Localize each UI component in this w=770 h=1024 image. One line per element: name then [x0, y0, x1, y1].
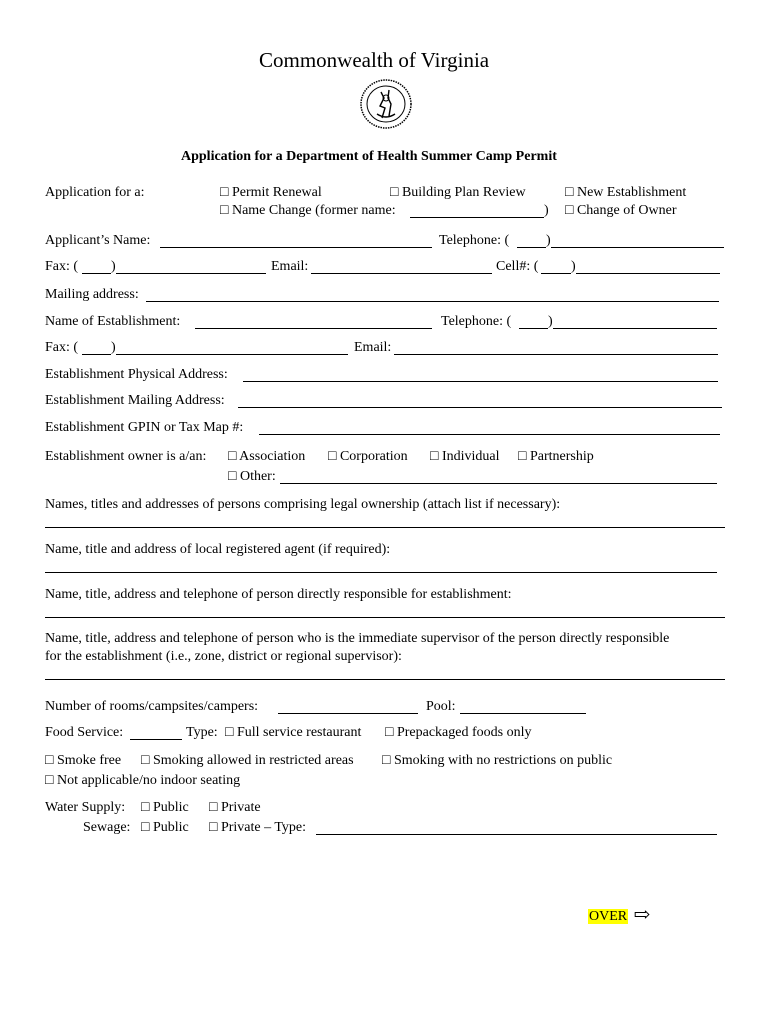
est-mailing-address-field[interactable]: [238, 407, 722, 408]
form-title: Application for a Department of Health Summer Camp Permit: [181, 149, 557, 164]
smoking-no-restrictions-checkbox[interactable]: □ Smoking with no restrictions on public: [382, 753, 613, 768]
applicants-name-field[interactable]: [160, 247, 432, 248]
food-type-label: Type:: [186, 725, 218, 740]
association-checkbox[interactable]: □ Association: [228, 449, 306, 464]
individual-checkbox[interactable]: □ Individual: [430, 449, 500, 464]
est-fax-label: Fax: (: [45, 340, 79, 355]
est-telephone-label: Telephone: (: [441, 314, 512, 329]
sewage-label: Sewage:: [83, 820, 131, 835]
email-field[interactable]: [311, 273, 492, 274]
cell-field[interactable]: [576, 273, 720, 274]
rooms-field[interactable]: [278, 713, 418, 714]
est-telephone-field[interactable]: [553, 328, 717, 329]
right-arrow-icon: ⇨: [633, 904, 651, 926]
est-email-field[interactable]: [394, 354, 718, 355]
fax-field[interactable]: [116, 273, 266, 274]
est-fax-paren: ): [111, 340, 116, 355]
water-supply-label: Water Supply:: [45, 800, 126, 815]
full-service-checkbox[interactable]: □ Full service restaurant: [225, 725, 362, 740]
not-applicable-checkbox[interactable]: □ Not applicable/no indoor seating: [45, 773, 241, 788]
smoke-free-checkbox[interactable]: □ Smoke free: [45, 753, 122, 768]
sewage-public-checkbox[interactable]: □ Public: [141, 820, 189, 835]
est-telephone-area-code-field[interactable]: [519, 328, 548, 329]
virginia-seal-icon: [359, 78, 413, 130]
responsible-person-label: Name, title, address and telephone of person directly responsible for establishment:: [45, 587, 512, 602]
est-gpin-label: Establishment GPIN or Tax Map #:: [45, 420, 244, 435]
cell-label: Cell#: (: [496, 259, 539, 274]
est-mailing-address-label: Establishment Mailing Address:: [45, 393, 225, 408]
water-private-checkbox[interactable]: □ Private: [209, 800, 261, 815]
corporation-checkbox[interactable]: □ Corporation: [328, 449, 408, 464]
est-gpin-field[interactable]: [259, 434, 720, 435]
cell-area-code-field[interactable]: [541, 273, 571, 274]
food-service-label: Food Service:: [45, 725, 124, 740]
former-name-close: ): [544, 203, 549, 218]
cell-paren: ): [571, 259, 576, 274]
application-for-label: Application for a:: [45, 185, 145, 200]
name-change-checkbox[interactable]: □ Name Change (former name:: [220, 203, 396, 218]
responsible-person-field[interactable]: [45, 617, 725, 618]
smoking-restricted-checkbox[interactable]: □ Smoking allowed in restricted areas: [141, 753, 354, 768]
pool-field[interactable]: [460, 713, 586, 714]
fax-label: Fax: (: [45, 259, 79, 274]
telephone-area-code-field[interactable]: [517, 247, 546, 248]
former-name-field[interactable]: [410, 217, 544, 218]
new-establishment-checkbox[interactable]: □ New Establishment: [565, 185, 687, 200]
supervisor-label-line2: for the establishment (i.e., zone, district or regional supervisor):: [45, 649, 402, 664]
telephone-field[interactable]: [551, 247, 724, 248]
supervisor-label-line1: Name, title, address and telephone of person who is the immediate supervisor of the person directly responsible: [45, 631, 670, 646]
other-owner-field[interactable]: [280, 483, 717, 484]
est-fax-field[interactable]: [116, 354, 348, 355]
state-heading: Commonwealth of Virginia: [259, 48, 490, 72]
food-service-field[interactable]: [130, 739, 182, 740]
telephone-paren: ): [546, 233, 551, 248]
registered-agent-field[interactable]: [45, 572, 717, 573]
permit-renewal-checkbox[interactable]: □ Permit Renewal: [220, 185, 322, 200]
name-of-establishment-label: Name of Establishment:: [45, 314, 181, 329]
est-physical-address-field[interactable]: [243, 381, 718, 382]
rooms-label: Number of rooms/campsites/campers:: [45, 699, 259, 714]
owner-type-label: Establishment owner is a/an:: [45, 449, 207, 464]
prepackaged-checkbox[interactable]: □ Prepackaged foods only: [385, 725, 532, 740]
mailing-address-label: Mailing address:: [45, 287, 139, 302]
applicants-name-label: Applicant’s Name:: [45, 233, 151, 248]
est-telephone-paren: ): [548, 314, 553, 329]
est-physical-address-label: Establishment Physical Address:: [45, 367, 228, 382]
water-public-checkbox[interactable]: □ Public: [141, 800, 189, 815]
other-checkbox[interactable]: □ Other:: [228, 469, 276, 484]
registered-agent-label: Name, title and address of local registered agent (if required):: [45, 542, 391, 557]
supervisor-field[interactable]: [45, 679, 725, 680]
pool-label: Pool:: [426, 699, 456, 714]
email-label: Email:: [271, 259, 309, 274]
fax-paren: ): [111, 259, 116, 274]
sewage-private-checkbox[interactable]: □ Private – Type:: [209, 820, 307, 835]
sewage-private-type-field[interactable]: [316, 834, 717, 835]
change-of-owner-checkbox[interactable]: □ Change of Owner: [565, 203, 677, 218]
over-indicator: [588, 901, 650, 926]
building-plan-review-checkbox[interactable]: □ Building Plan Review: [390, 185, 526, 200]
est-email-label: Email:: [354, 340, 392, 355]
legal-ownership-label: Names, titles and addresses of persons comprising legal ownership (attach list if necessary):: [45, 497, 561, 512]
over-label: OVER: [589, 909, 628, 924]
telephone-label: Telephone: (: [439, 233, 510, 248]
partnership-checkbox[interactable]: □ Partnership: [518, 449, 594, 464]
establishment-name-field[interactable]: [195, 328, 432, 329]
est-fax-area-code-field[interactable]: [82, 354, 111, 355]
fax-area-code-field[interactable]: [82, 273, 111, 274]
legal-ownership-field[interactable]: [45, 527, 725, 528]
mailing-address-field[interactable]: [146, 301, 719, 302]
